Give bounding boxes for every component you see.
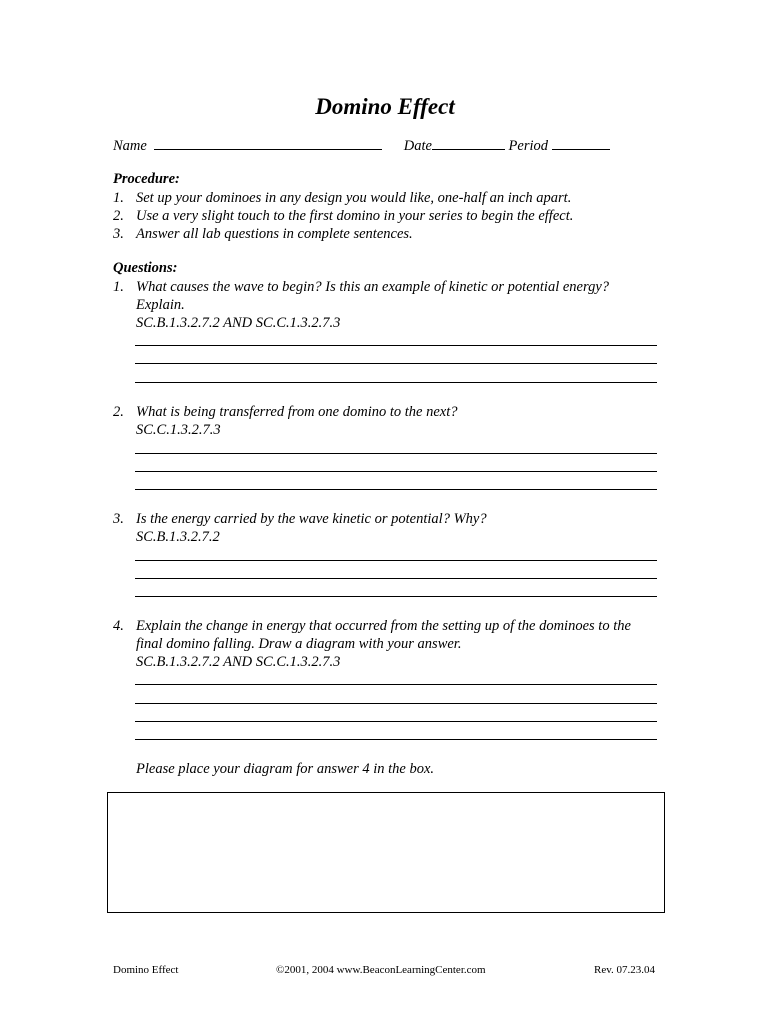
standard-code: SC.B.1.3.2.7.2 AND SC.C.1.3.2.7.3 (136, 654, 341, 670)
name-field[interactable] (154, 136, 382, 150)
question-text: What causes the wave to begin? Is this an example of kinetic or potential energy? (136, 279, 610, 295)
standard-code: SC.B.1.3.2.7.2 AND SC.C.1.3.2.7.3 (136, 315, 341, 331)
answer-line[interactable] (135, 471, 657, 472)
question-number: 3. (113, 511, 124, 527)
answer-line[interactable] (135, 596, 657, 597)
question-text: Is the energy carried by the wave kinetic or potential? Why? (136, 511, 487, 527)
questions-heading: Questions: (113, 260, 178, 276)
diagram-instruction: Please place your diagram for answer 4 in the box. (136, 761, 435, 777)
question-1 (113, 278, 673, 332)
date-label: Date (403, 138, 432, 154)
step-number: 1. (113, 190, 124, 206)
question-number: 2. (113, 404, 124, 420)
procedure-list (113, 189, 673, 243)
answer-line[interactable] (135, 363, 657, 364)
header-fields (113, 136, 610, 155)
question-3 (113, 510, 673, 546)
answer-line[interactable] (135, 382, 657, 383)
step-text: Use a very slight touch to the first domino in your series to begin the effect. (136, 208, 574, 224)
question-2 (113, 403, 673, 439)
step-text: Answer all lab questions in complete sentences. (136, 226, 413, 242)
question-number: 4. (113, 618, 124, 634)
procedure-step (113, 189, 673, 207)
footer-copyright: ©2001, 2004 www.BeaconLearningCenter.com (276, 964, 486, 976)
page-title: Domino Effect (315, 94, 455, 119)
period-label: Period (508, 138, 548, 154)
step-number: 3. (113, 226, 124, 242)
question-text-cont: Explain. (136, 297, 185, 313)
question-4 (113, 617, 673, 671)
period-field[interactable] (552, 136, 610, 150)
question-text: Explain the change in energy that occurred from the setting up of the dominoes to the (136, 618, 631, 634)
footer-revision: Rev. 07.23.04 (594, 964, 656, 976)
answer-line[interactable] (135, 721, 657, 722)
standard-code: SC.C.1.3.2.7.3 (136, 422, 221, 438)
procedure-step (113, 225, 673, 243)
date-field[interactable] (432, 136, 505, 150)
answer-line[interactable] (135, 345, 657, 346)
procedure-heading: Procedure: (113, 171, 180, 187)
question-number: 1. (113, 279, 124, 295)
step-text: Set up your dominoes in any design you would like, one-half an inch apart. (136, 190, 572, 206)
diagram-box[interactable] (107, 792, 665, 913)
standard-code: SC.B.1.3.2.7.2 (136, 529, 220, 545)
answer-line[interactable] (135, 578, 657, 579)
answer-line[interactable] (135, 489, 657, 490)
answer-line[interactable] (135, 703, 657, 704)
answer-line[interactable] (135, 684, 657, 685)
procedure-step (113, 207, 673, 225)
answer-line[interactable] (135, 453, 657, 454)
question-text-cont: final domino falling. Draw a diagram with your answer. (136, 636, 462, 652)
answer-line[interactable] (135, 560, 657, 561)
answer-line[interactable] (135, 739, 657, 740)
name-label: Name (113, 138, 147, 154)
step-number: 2. (113, 208, 124, 224)
question-text: What is being transferred from one domino to the next? (136, 404, 458, 420)
footer-left: Domino Effect (113, 964, 179, 976)
